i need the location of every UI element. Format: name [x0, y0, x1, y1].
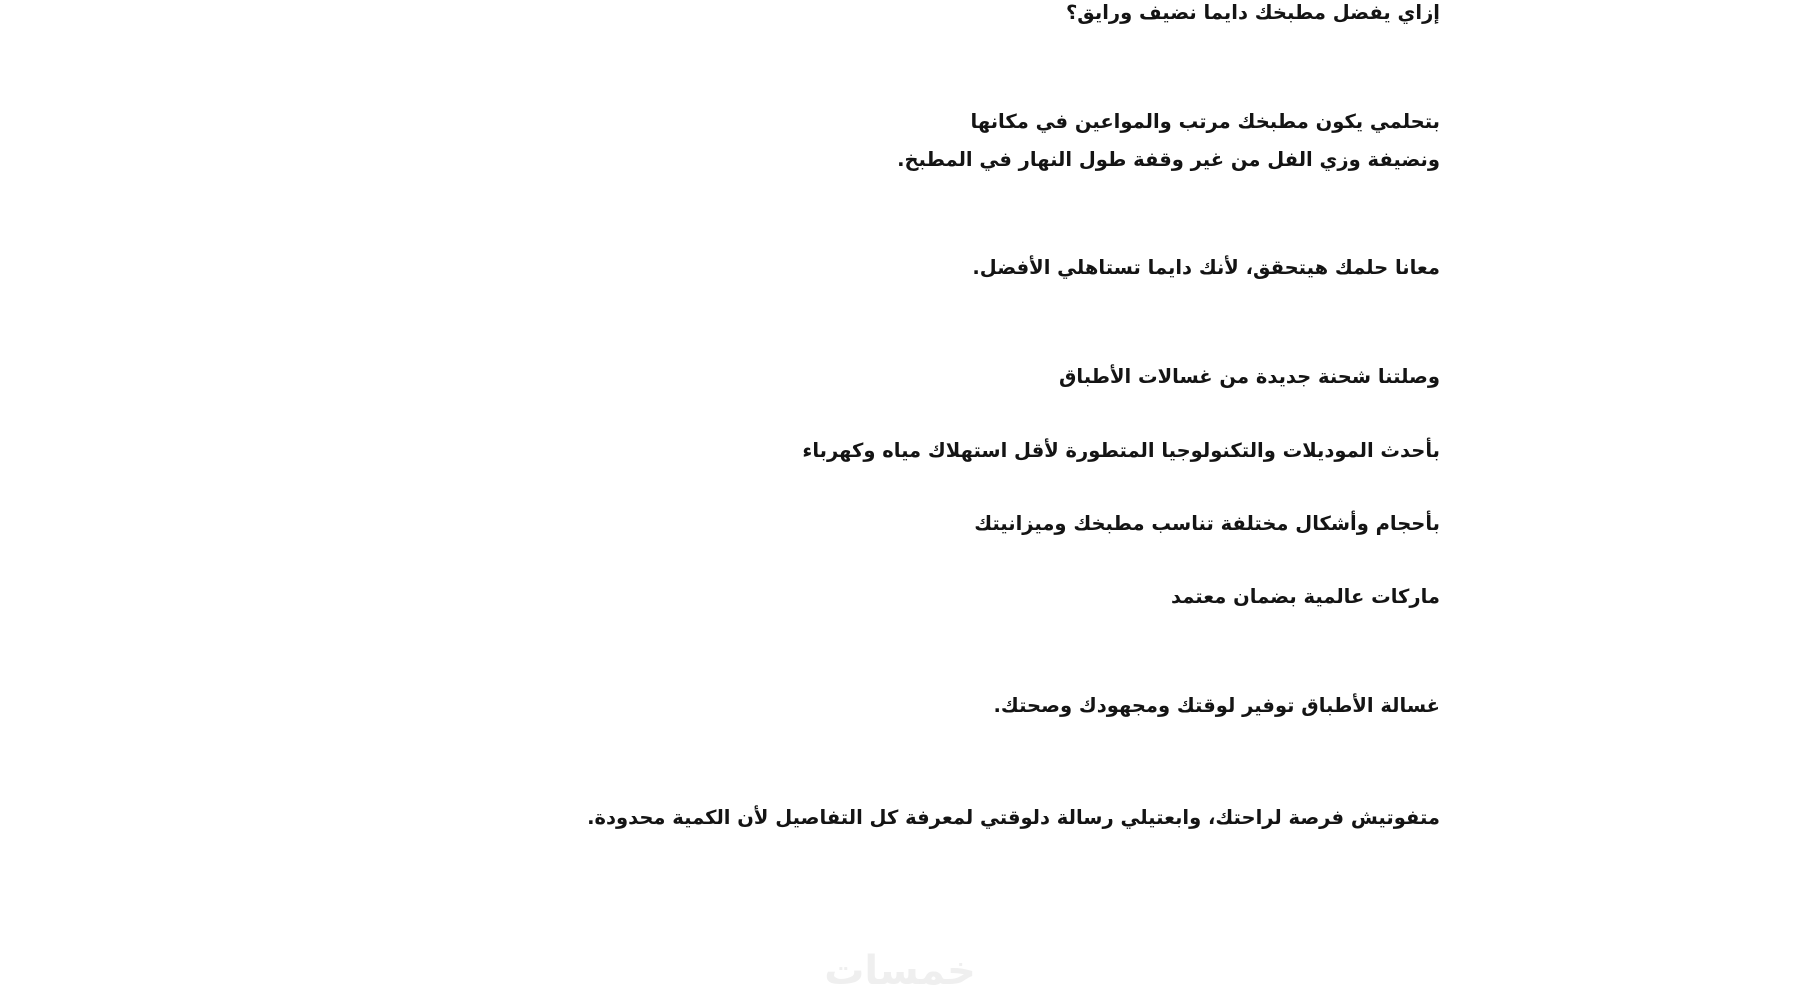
document-line-feature-2 [0, 514, 1440, 534]
announcement-text: وصلتنا شحنة جديدة من غسالات الأطباق [1058, 365, 1440, 388]
feature-3-text: ماركات عالمية بضمان معتمد [1170, 585, 1440, 608]
document-line-intro-1 [0, 112, 1440, 132]
document-line-announcement [0, 367, 1440, 387]
document-line-promise [0, 258, 1440, 278]
benefit-text: غسالة الأطباق توفير لوقتك ومجهودك وصحتك. [993, 694, 1440, 717]
headline-text: إزاي يفضل مطبخك دايما نضيف ورايق؟ [1066, 1, 1440, 24]
watermark-text: خمسات [824, 948, 976, 994]
intro-line-1-text: بتحلمي يكون مطبخك مرتب والمواعين في مكانها [970, 110, 1440, 133]
document-line-feature-1 [0, 441, 1440, 461]
document-line-benefit [0, 696, 1440, 716]
document-line-intro-2 [0, 150, 1440, 170]
feature-2-text: بأحجام وأشكال مختلفة تناسب مطبخك وميزانيتك [974, 512, 1440, 535]
document-line-call-to-action [0, 808, 1440, 828]
document-line-feature-3 [0, 587, 1440, 607]
feature-1-text: بأحدث الموديلات والتكنولوجيا المتطورة لأقل استهلاك مياه وكهرباء [802, 439, 1440, 462]
call-to-action-text: متفوتيش فرصة لراحتك، وابعتيلي رسالة دلوقتي لمعرفة كل التفاصيل لأن الكمية محدودة. [587, 806, 1440, 829]
intro-line-2-text: ونضيفة وزي الفل من غير وقفة طول النهار في المطبخ. [897, 148, 1440, 171]
document-line-headline [0, 3, 1440, 23]
promise-text: معانا حلمك هيتحقق، لأنك دايما تستاهلي الأفضل. [972, 256, 1440, 279]
